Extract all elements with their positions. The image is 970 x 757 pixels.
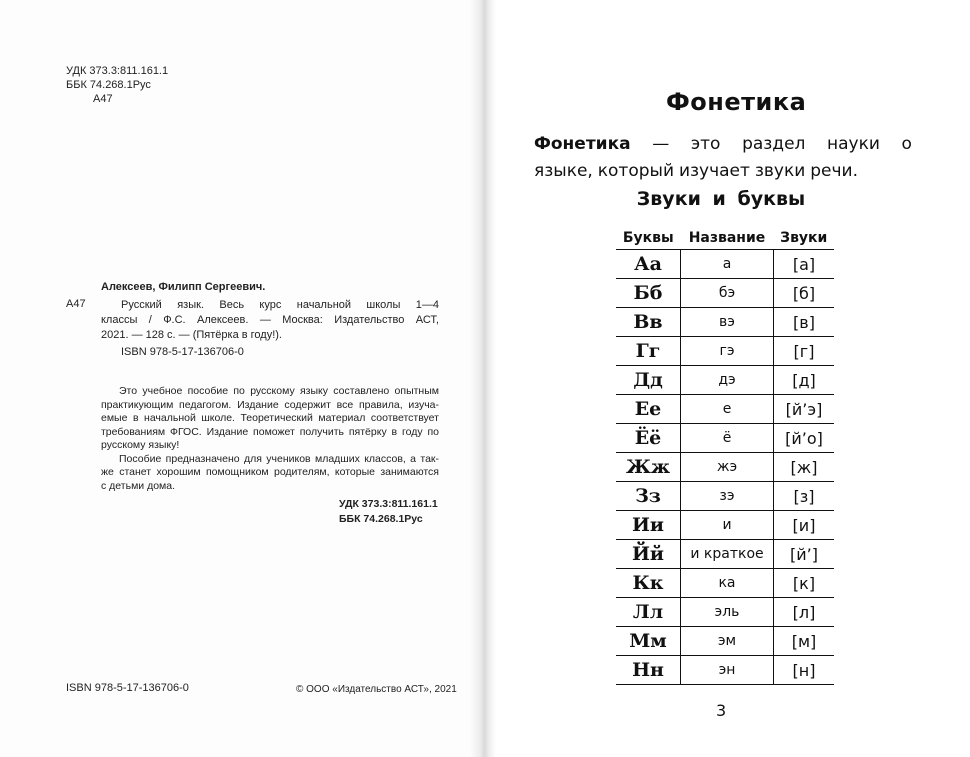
table-row — [616, 279, 834, 308]
name-cell: эль — [681, 598, 774, 627]
sound-cell: [й’о] — [774, 424, 835, 453]
isbn-line: ISBN 978-5-17-136706-0 — [121, 346, 244, 358]
letters-cell: Зз — [616, 482, 681, 511]
page-number: 3 — [716, 701, 727, 720]
table-row — [616, 250, 834, 279]
definition-word: о — [901, 134, 912, 154]
letters-cell: Вв — [616, 308, 681, 337]
header-sounds: Звуки — [774, 227, 835, 250]
letters-cell: Кк — [616, 569, 681, 598]
letters-cell: Ее — [616, 395, 681, 424]
catalog-code: А47 — [66, 298, 86, 310]
letters-cell: Нн — [616, 656, 681, 685]
letters-table — [616, 227, 834, 685]
section-subtitle: Звуки и буквы — [636, 188, 806, 210]
letters-cell: Жж — [616, 453, 681, 482]
definition-word: речи. — [810, 161, 858, 181]
table-row — [616, 395, 834, 424]
definition-word: науки — [827, 134, 880, 154]
sound-cell: [й’] — [774, 540, 835, 569]
definition-line — [534, 131, 912, 158]
table-row — [616, 308, 834, 337]
table-row — [616, 569, 834, 598]
letters-cell: Йй — [616, 540, 681, 569]
name-cell: эм — [681, 627, 774, 656]
name-cell: и — [681, 511, 774, 540]
definition-word: который — [597, 161, 674, 181]
catalog-line: классы / Ф.С. Алексеев. — Москва: Издательство АСТ, — [101, 314, 439, 326]
letters-cell: Дд — [616, 366, 681, 395]
annotation — [101, 385, 439, 493]
annotation-line: русскому языку! — [101, 439, 180, 451]
header-name: Название — [681, 227, 774, 250]
name-cell: ка — [681, 569, 774, 598]
table-row — [616, 337, 834, 366]
name-cell: гэ — [681, 337, 774, 366]
right-page — [496, 0, 970, 757]
definition-word: звуки — [754, 161, 806, 181]
letters-cell: Аа — [616, 250, 681, 279]
sound-cell: [м] — [774, 627, 835, 656]
annotation-line: практикующим педагогом. Издание содержит все правила, изуча- — [101, 398, 439, 411]
bbk-code: ББК 74.268.1Рус — [66, 79, 151, 91]
sound-cell: [к] — [774, 569, 835, 598]
table-row — [616, 598, 834, 627]
name-cell: жэ — [681, 453, 774, 482]
name-cell: ё — [681, 424, 774, 453]
letters-cell: Мм — [616, 627, 681, 656]
header-letters: Буквы — [616, 227, 681, 250]
letters-cell: Ии — [616, 511, 681, 540]
catalog-line: 2021. — 128 с. — (Пятёрка в году!). — [101, 329, 282, 341]
annotation-line: Пособие предназначено для учеников младших классов, а так- — [119, 452, 439, 465]
name-cell: эн — [681, 656, 774, 685]
letters-cell: Ёё — [616, 424, 681, 453]
table-row — [616, 482, 834, 511]
table-row — [616, 511, 834, 540]
sound-cell: [н] — [774, 656, 835, 685]
definition-term: Фонетика — [534, 134, 631, 154]
sound-cell: [д] — [774, 366, 835, 395]
name-cell: зэ — [681, 482, 774, 511]
page-title: Фонетика — [666, 88, 807, 116]
sound-cell: [з] — [774, 482, 835, 511]
name-cell: е — [681, 395, 774, 424]
sound-cell: [г] — [774, 337, 835, 366]
table-row — [616, 366, 834, 395]
table-row — [616, 453, 834, 482]
annotation-line: же станет хорошим помощником родителям, которые занимаются — [101, 466, 439, 478]
table-header-row — [616, 227, 834, 250]
sound-cell: [а] — [774, 250, 835, 279]
annotation-line: требованиям ФГОС. Издание поможет получить пятёрку в году по — [101, 425, 439, 438]
table-row — [616, 424, 834, 453]
letters-cell: Гг — [616, 337, 681, 366]
left-page — [0, 0, 480, 757]
footer-isbn: ISBN 978-5-17-136706-0 — [66, 682, 189, 694]
table-body — [616, 250, 834, 685]
author-name: Алексеев, Филипп Сергеевич. — [101, 281, 266, 293]
definition — [534, 131, 912, 185]
definition-word: — — [652, 134, 670, 154]
definition-word: языке, — [534, 161, 593, 181]
sound-cell: [л] — [774, 598, 835, 627]
name-cell: а — [681, 250, 774, 279]
definition-word: изучает — [678, 161, 750, 181]
sound-cell: [и] — [774, 511, 835, 540]
name-cell: вэ — [681, 308, 774, 337]
name-cell: дэ — [681, 366, 774, 395]
sound-cell: [й’э] — [774, 395, 835, 424]
name-cell: бэ — [681, 279, 774, 308]
definition-word: раздел — [742, 134, 806, 154]
annotation-line: с детьми дома. — [101, 479, 176, 492]
classification-codes — [66, 64, 168, 106]
table-row — [616, 540, 834, 569]
udc-bold: УДК 373.3:811.161.1 — [339, 498, 438, 510]
definition-word: это — [690, 134, 721, 154]
book-gutter — [470, 0, 496, 757]
bbk-bold: ББК 74.268.1Рус — [339, 513, 423, 525]
letters-cell: Лл — [616, 598, 681, 627]
table-row — [616, 656, 834, 685]
copyright: © ООО «Издательство АСТ», 2021 — [296, 684, 457, 695]
annotation-line: емые в начальной школе. Теоретический материал соответствует — [101, 412, 439, 424]
sound-cell: [в] — [774, 308, 835, 337]
name-cell: и краткое — [681, 540, 774, 569]
author-mark: А47 — [93, 93, 113, 105]
sound-cell: [ж] — [774, 453, 835, 482]
catalog-line: Русский язык. Весь курс начальной школы 1—4 — [121, 299, 439, 311]
table-row — [616, 627, 834, 656]
bibliographic-description — [101, 298, 439, 343]
definition-line — [534, 158, 858, 185]
letters-cell: Бб — [616, 279, 681, 308]
sound-cell: [б] — [774, 279, 835, 308]
udc-code: УДК 373.3:811.161.1 — [66, 65, 169, 77]
annotation-line: Это учебное пособие по русскому языку составлено опытным — [119, 385, 439, 397]
